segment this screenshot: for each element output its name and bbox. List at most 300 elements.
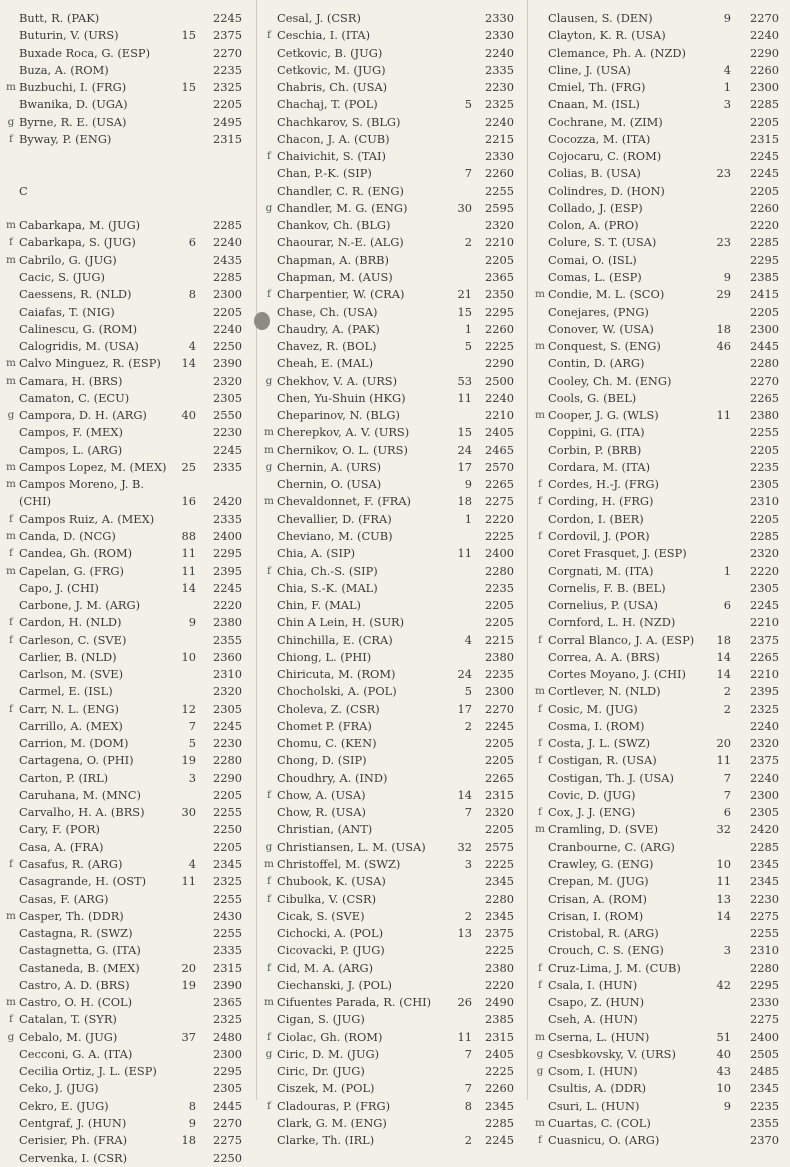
rating-value: 2220	[485, 511, 514, 526]
games-count: 11	[457, 546, 472, 561]
games-count: 14	[716, 667, 731, 682]
rating-value: 2240	[485, 45, 514, 60]
player-name: Cornford, L. H. (NZD)	[548, 615, 676, 630]
rating-value: 2280	[750, 960, 779, 975]
title-code: m	[264, 996, 274, 1009]
player-name: Camaton, C. (ECU)	[19, 390, 130, 405]
column-divider	[256, 0, 257, 1100]
player-name: Cabarkapa, S. (JUG)	[19, 235, 136, 250]
player-name: Cochrane, M. (ZIM)	[548, 114, 663, 129]
player-name: Cheah, E. (MAL)	[277, 356, 374, 371]
rating-value: 2400	[213, 528, 242, 543]
player-entry	[4, 511, 250, 528]
rating-value: 2290	[485, 356, 514, 371]
player-name: Byrne, R. E. (USA)	[19, 114, 127, 129]
rating-value: 2285	[213, 269, 242, 284]
rating-value: 2235	[485, 667, 514, 682]
title-code: f	[267, 892, 271, 905]
player-entry	[533, 96, 787, 113]
player-name: Casa, A. (FRA)	[19, 839, 104, 854]
player-name: Casas, F. (ARG)	[19, 891, 109, 906]
rating-value: 2380	[485, 649, 514, 664]
player-name: Christoffel, M. (SWZ)	[277, 857, 401, 872]
games-count: 15	[457, 304, 472, 319]
player-name: Cervenka, I. (CSR)	[19, 1150, 128, 1165]
player-name: Cosic, M. (JUG)	[548, 701, 638, 716]
title-code: f	[9, 1013, 13, 1026]
player-entry	[533, 632, 787, 649]
player-entry	[4, 1080, 250, 1097]
games-count: 88	[181, 528, 196, 543]
title-code: f	[538, 495, 542, 508]
games-count: 3	[188, 770, 196, 785]
games-count: 51	[716, 1029, 731, 1044]
player-name: Carleson, C. (SVE)	[19, 632, 127, 647]
rating-value: 2445	[750, 339, 779, 354]
title-code: f	[9, 236, 13, 249]
games-count: 7	[464, 1081, 472, 1096]
rating-value: 2345	[750, 874, 779, 889]
rating-value: 2205	[750, 511, 779, 526]
player-entry	[4, 701, 250, 718]
player-entry	[262, 165, 520, 182]
player-name: Cherepkov, A. V. (URS)	[277, 425, 410, 440]
rating-value: 2230	[213, 736, 242, 751]
title-code: m	[6, 996, 16, 1009]
player-name: Carlson, M. (SVE)	[19, 667, 124, 682]
player-entry	[4, 1132, 250, 1149]
games-count: 43	[716, 1064, 731, 1079]
title-code: f	[538, 478, 542, 491]
title-code: f	[538, 806, 542, 819]
player-name: Chia, A. (SIP)	[277, 546, 356, 561]
player-name: Chevaldonnet, F. (FRA)	[277, 494, 412, 509]
rating-value: 2295	[213, 1064, 242, 1079]
rating-value: 2205	[485, 753, 514, 768]
player-entry	[533, 1029, 787, 1046]
games-count: 25	[181, 459, 196, 474]
games-count: 30	[457, 200, 472, 215]
games-count: 7	[464, 1046, 472, 1061]
player-entry	[262, 476, 520, 493]
rating-value: 2245	[213, 442, 242, 457]
rating-value: 2365	[485, 269, 514, 284]
games-count: 7	[723, 787, 731, 802]
player-entry	[4, 217, 250, 234]
rating-value: 2225	[485, 528, 514, 543]
rating-value: 2445	[213, 1098, 242, 1113]
rating-value: 2395	[750, 684, 779, 699]
player-entry	[4, 45, 250, 62]
player-name: Chin, F. (MAL)	[277, 598, 361, 613]
player-entry	[4, 442, 250, 459]
player-name: Capo, J. (CHI)	[19, 580, 99, 595]
games-count: 53	[457, 373, 472, 388]
player-entry	[262, 804, 520, 821]
player-name: Crouch, C. S. (ENG)	[548, 943, 664, 958]
player-name: Christian, (ANT)	[277, 822, 373, 837]
rating-value: 2415	[750, 287, 779, 302]
player-entry	[533, 649, 787, 666]
games-count: 1	[464, 321, 472, 336]
player-entry	[533, 114, 787, 131]
player-entry	[533, 1132, 787, 1149]
rating-value: 2430	[213, 908, 242, 923]
games-count: 7	[723, 770, 731, 785]
player-name: Campos Moreno, J. B.	[19, 477, 144, 492]
rating-value: 2235	[213, 62, 242, 77]
player-entry	[262, 79, 520, 96]
player-entry	[533, 683, 787, 700]
player-entry	[4, 390, 250, 407]
player-entry	[4, 735, 250, 752]
games-count: 11	[181, 563, 196, 578]
title-code: g	[7, 409, 15, 422]
rating-value: 2320	[213, 684, 242, 699]
player-name: Crepan, M. (JUG)	[548, 874, 649, 889]
rating-value: 2320	[485, 805, 514, 820]
player-entry	[533, 1046, 787, 1063]
player-name: Correa, A. A. (BRS)	[548, 649, 660, 664]
player-name: Chinchilla, E. (CRA)	[277, 632, 393, 647]
rating-value: 2325	[485, 97, 514, 112]
rating-value: 2315	[485, 1029, 514, 1044]
rating-value: 2420	[750, 822, 779, 837]
player-name: Carrillo, A. (MEX)	[19, 718, 123, 733]
player-name: Corgnati, M. (ITA)	[548, 563, 654, 578]
title-code: f	[538, 978, 542, 991]
rating-value: 2255	[485, 183, 514, 198]
rating-value: 2595	[485, 200, 514, 215]
rating-value: 2250	[213, 339, 242, 354]
rating-value: 2325	[213, 1012, 242, 1027]
player-entry	[4, 79, 250, 96]
rating-value: 2375	[213, 28, 242, 43]
player-entry	[533, 891, 787, 908]
rating-value: 2235	[750, 459, 779, 474]
title-code: f	[267, 150, 271, 163]
player-name: Contin, D. (ARG)	[548, 356, 645, 371]
player-name: Ciric, D. M. (JUG)	[277, 1046, 380, 1061]
player-entry	[4, 304, 250, 321]
rating-value: 2240	[213, 321, 242, 336]
rating-value: 2290	[750, 45, 779, 60]
player-entry	[4, 925, 250, 942]
title-code: f	[267, 564, 271, 577]
title-code: g	[265, 460, 273, 473]
rating-value: 2305	[213, 701, 242, 716]
games-count: 11	[716, 874, 731, 889]
rating-value: 2360	[213, 649, 242, 664]
player-entry	[262, 45, 520, 62]
player-entry	[4, 1029, 250, 1046]
column-divider	[527, 0, 528, 1100]
player-entry	[262, 597, 520, 614]
player-entry	[4, 131, 250, 148]
games-count: 11	[716, 753, 731, 768]
player-name: Colon, A. (PRO)	[548, 218, 639, 233]
player-entry	[4, 666, 250, 683]
player-entry	[4, 649, 250, 666]
player-name: Choudhry, A. (IND)	[277, 770, 388, 785]
rating-value: 2275	[213, 1133, 242, 1148]
player-name: Chernin, O. (USA)	[277, 477, 382, 492]
player-entry	[262, 131, 520, 148]
player-entry	[533, 493, 787, 510]
player-entry	[4, 493, 250, 510]
player-entry	[4, 1150, 250, 1167]
player-name: Clark, G. M. (ENG)	[277, 1116, 387, 1130]
rating-value: 2300	[750, 321, 779, 336]
player-entry	[262, 286, 520, 303]
player-entry	[262, 718, 520, 735]
rating-value: 2310	[750, 943, 779, 958]
player-name: Chachaj, T. (POL)	[277, 97, 378, 112]
player-entry	[4, 338, 250, 355]
games-count: 21	[457, 287, 472, 302]
player-name: Cacic, S. (JUG)	[19, 269, 105, 284]
player-name: Clemance, Ph. A. (NZD)	[548, 45, 687, 60]
player-name: Castro, A. D. (BRS)	[19, 977, 130, 992]
player-name: Cardon, H. (NLD)	[19, 615, 122, 630]
player-name: Cristobal, R. (ARG)	[548, 926, 659, 941]
player-name: Cuartas, C. (COL)	[548, 1116, 651, 1130]
games-count: 32	[716, 822, 731, 837]
player-entry	[262, 925, 520, 942]
player-entry	[262, 459, 520, 476]
rating-value: 2390	[213, 356, 242, 371]
player-name: Cordon, I. (BER)	[548, 511, 644, 526]
games-count: 2	[464, 908, 472, 923]
player-entry	[4, 27, 250, 44]
games-count: 17	[457, 459, 472, 474]
rating-value: 2225	[485, 943, 514, 958]
player-name: Cheviano, M. (CUB)	[277, 528, 393, 543]
player-name: Ciechanski, J. (POL)	[277, 977, 392, 992]
games-count: 13	[457, 926, 472, 941]
player-name: Cornelius, P. (USA)	[548, 598, 658, 613]
rating-value: 2215	[485, 131, 514, 146]
player-entry	[262, 614, 520, 631]
rating-value: 2345	[485, 908, 514, 923]
player-entry	[533, 234, 787, 251]
rating-value: 2320	[213, 373, 242, 388]
title-code: f	[9, 858, 13, 871]
player-entry	[262, 735, 520, 752]
player-entry	[4, 1098, 250, 1115]
games-count: 5	[464, 684, 472, 699]
rating-value: 2245	[750, 166, 779, 181]
rating-value: 2355	[750, 1116, 779, 1130]
rating-value: 2250	[213, 1150, 242, 1165]
title-code: m	[6, 529, 16, 542]
rating-value: 2205	[485, 615, 514, 630]
player-name: Carbone, J. M. (ARG)	[19, 598, 141, 613]
games-count: 7	[464, 166, 472, 181]
player-name: Ciric, Dr. (JUG)	[277, 1064, 365, 1079]
rating-value: 2245	[750, 149, 779, 164]
player-name: Chandler, C. R. (ENG)	[277, 183, 404, 198]
player-entry	[4, 787, 250, 804]
games-count: 4	[464, 632, 472, 647]
player-name: Buza, A. (ROM)	[19, 62, 109, 77]
rating-value: 2570	[485, 459, 514, 474]
player-name: Calvo Minguez, R. (ESP)	[19, 356, 161, 371]
rating-value: 2275	[485, 494, 514, 509]
rating-value: 2300	[213, 1046, 242, 1061]
games-count: 14	[716, 649, 731, 664]
player-entry	[533, 442, 787, 459]
title-code: f	[9, 616, 13, 629]
title-code: m	[6, 357, 16, 370]
player-entry	[533, 873, 787, 890]
games-count: 20	[181, 960, 196, 975]
rating-value: 2285	[750, 97, 779, 112]
player-entry	[262, 234, 520, 251]
player-name: Christiansen, L. M. (USA)	[277, 839, 426, 854]
player-entry	[4, 977, 250, 994]
player-name: Cline, J. (USA)	[548, 62, 631, 77]
games-count: 5	[464, 97, 472, 112]
player-entry	[533, 10, 787, 27]
rating-value: 2435	[213, 252, 242, 267]
title-code: f	[9, 702, 13, 715]
rating-value: 2260	[485, 321, 514, 336]
player-entry	[262, 321, 520, 338]
player-name: Comai, O. (ISL)	[548, 252, 637, 267]
rating-value: 2380	[485, 960, 514, 975]
player-name: Carlier, B. (NLD)	[19, 649, 117, 664]
player-name: Cicak, S. (SVE)	[277, 908, 365, 923]
player-name: Chan, P.-K. (SIP)	[277, 166, 372, 181]
player-entry	[262, 821, 520, 838]
player-entry	[533, 459, 787, 476]
player-name: Comas, L. (ESP)	[548, 269, 642, 284]
games-count: 2	[464, 235, 472, 250]
games-count: 9	[188, 1116, 196, 1130]
rating-value: 2205	[485, 252, 514, 267]
games-count: 42	[716, 977, 731, 992]
title-code: m	[6, 219, 16, 232]
games-count: 8	[188, 287, 196, 302]
rating-value: 2205	[213, 787, 242, 802]
games-count: 13	[716, 891, 731, 906]
player-entry	[533, 1080, 787, 1097]
player-entry	[533, 27, 787, 44]
player-name: Capelan, G. (FRG)	[19, 563, 124, 578]
player-entry	[262, 10, 520, 27]
player-entry	[533, 839, 787, 856]
player-entry	[533, 390, 787, 407]
player-entry	[4, 1063, 250, 1080]
player-name: Cording, H. (FRG)	[548, 494, 654, 509]
player-name: Crawley, G. (ENG)	[548, 857, 654, 872]
games-count: 24	[457, 667, 472, 682]
player-entry	[262, 493, 520, 510]
rating-value: 2230	[750, 891, 779, 906]
player-name: Chow, A. (USA)	[277, 787, 366, 802]
games-count: 14	[457, 787, 472, 802]
player-entry	[4, 960, 250, 977]
rating-value: 2305	[213, 390, 242, 405]
player-name: Cerisier, Ph. (FRA)	[19, 1133, 128, 1148]
player-name: Chekhov, V. A. (URS)	[277, 373, 398, 388]
games-count: 23	[716, 166, 731, 181]
player-name: Carvalho, H. A. (BRS)	[19, 805, 145, 820]
player-name: Corbin, P. (BRB)	[548, 442, 642, 457]
player-name: Clausen, S. (DEN)	[548, 11, 653, 25]
games-count: 6	[188, 235, 196, 250]
player-entry	[533, 321, 787, 338]
games-count: 10	[716, 857, 731, 872]
rating-value: 2285	[213, 218, 242, 233]
rating-value: 2285	[750, 528, 779, 543]
player-entry	[4, 96, 250, 113]
player-name: Chong, D. (SIP)	[277, 753, 367, 768]
player-entry	[4, 286, 250, 303]
player-entry	[4, 269, 250, 286]
rating-value: 2255	[213, 805, 242, 820]
player-name: Conquest, S. (ENG)	[548, 339, 661, 354]
rating-value: 2315	[213, 131, 242, 146]
player-name: Buzbuchi, I. (FRG)	[19, 80, 127, 95]
rating-value: 2210	[750, 615, 779, 630]
rating-value: 2370	[750, 1133, 779, 1148]
title-code: m	[6, 564, 16, 577]
player-name: Cooley, Ch. M. (ENG)	[548, 373, 672, 388]
games-count: 7	[188, 718, 196, 733]
rating-value: 2325	[213, 80, 242, 95]
player-entry	[4, 752, 250, 769]
rating-value: 2300	[213, 287, 242, 302]
player-name: Cortlever, N. (NLD)	[548, 684, 661, 699]
games-count: 5	[464, 339, 472, 354]
player-entry	[4, 424, 250, 441]
player-entry	[262, 580, 520, 597]
player-name: Chernin, A. (URS)	[277, 459, 382, 474]
games-count: 4	[188, 339, 196, 354]
rating-value: 2480	[213, 1029, 242, 1044]
rating-value: 2325	[213, 874, 242, 889]
player-entry	[533, 131, 787, 148]
rating-value: 2255	[213, 891, 242, 906]
player-entry	[4, 804, 250, 821]
player-name: Csapo, Z. (HUN)	[548, 995, 645, 1010]
games-count: 6	[723, 598, 731, 613]
title-code: f	[538, 529, 542, 542]
player-name: Campos Ruiz, A. (MEX)	[19, 511, 155, 526]
rating-value: 2210	[750, 667, 779, 682]
title-code: m	[264, 426, 274, 439]
title-code: f	[267, 1099, 271, 1112]
player-entry	[262, 373, 520, 390]
player-entry	[262, 942, 520, 959]
player-name: Costa, J. L. (SWZ)	[548, 736, 651, 751]
rating-value: 2280	[485, 891, 514, 906]
player-name: Chia, S.-K. (MAL)	[277, 580, 378, 595]
player-entry	[533, 804, 787, 821]
player-name: Chevallier, D. (FRA)	[277, 511, 392, 526]
title-code: m	[264, 858, 274, 871]
rating-value: 2305	[750, 805, 779, 820]
player-name: Chin A Lein, H. (SUR)	[277, 615, 405, 630]
player-name: Cesal, J. (CSR)	[277, 11, 361, 25]
rating-value: 2270	[213, 1116, 242, 1130]
player-entry	[4, 183, 250, 200]
player-name: Csesbkovsky, V. (URS)	[548, 1046, 676, 1061]
player-name: Ciolac, Gh. (ROM)	[277, 1029, 383, 1044]
player-entry	[533, 942, 787, 959]
